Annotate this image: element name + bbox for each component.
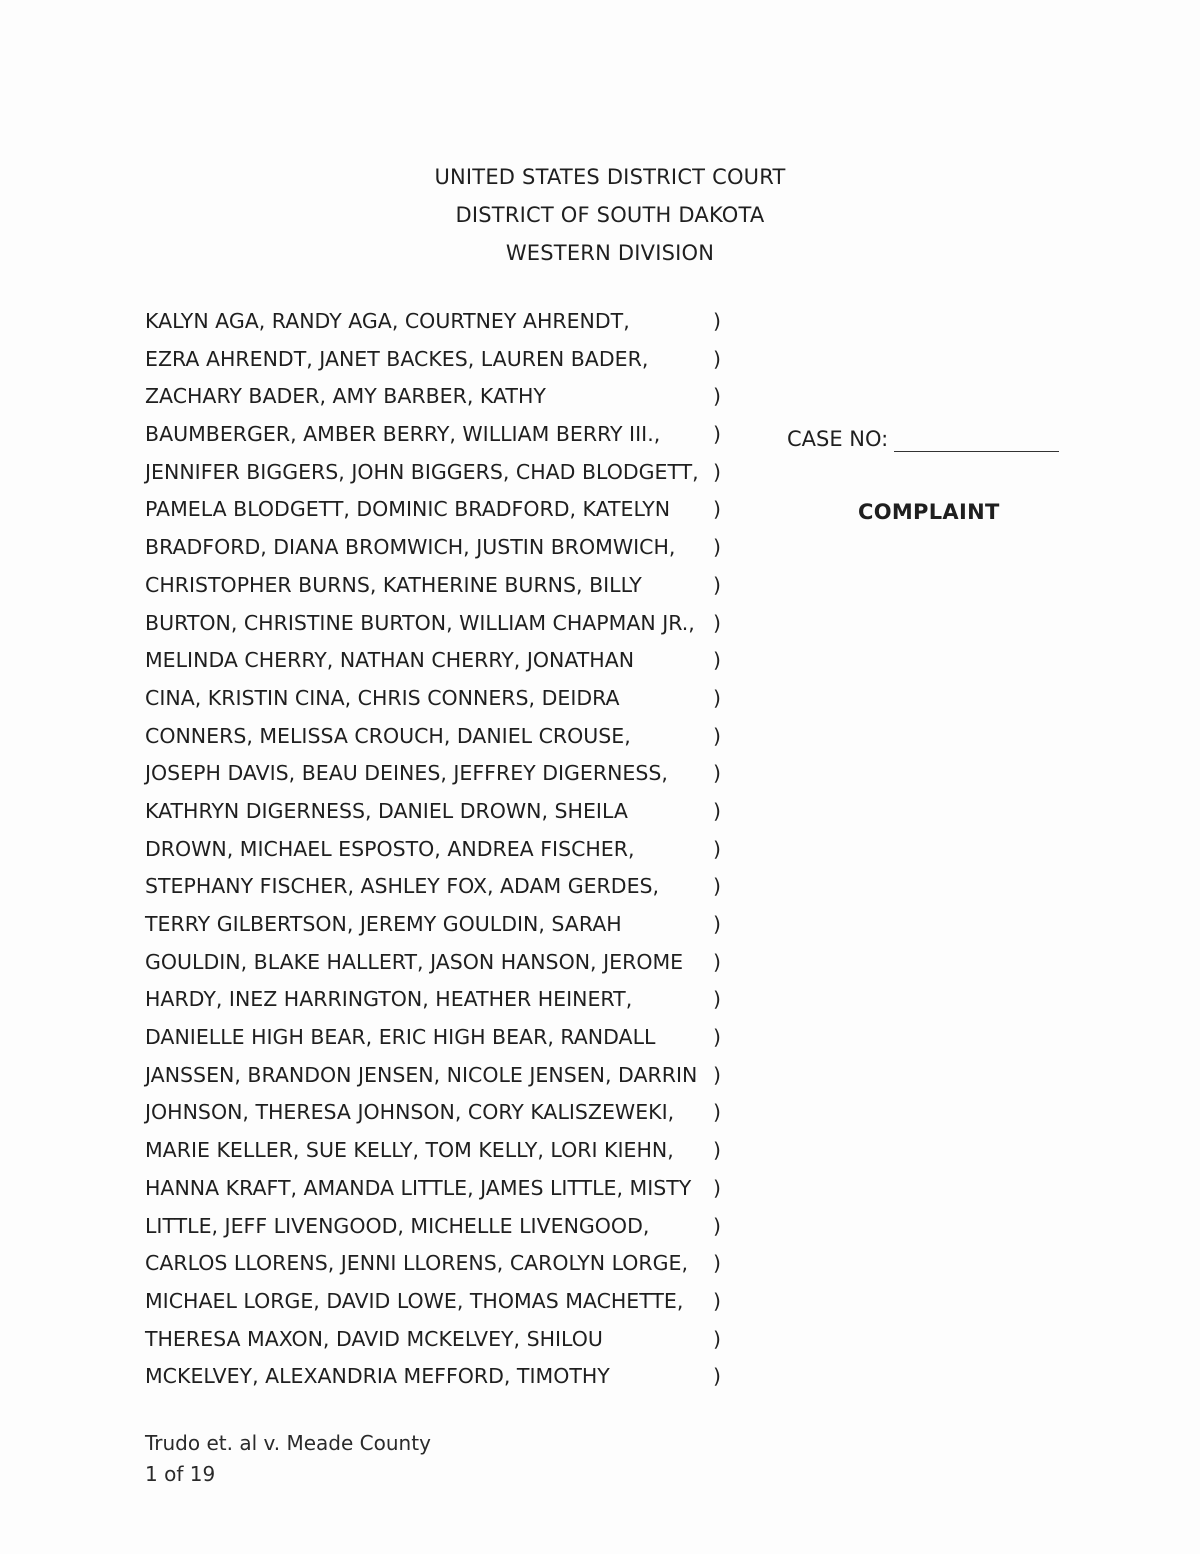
party-names-text: STEPHANY FISCHER, ASHLEY FOX, ADAM GERDES, <box>145 874 660 899</box>
caption-line <box>145 378 735 416</box>
caption-line <box>145 793 735 831</box>
caption-parenthesis: ) <box>713 1175 721 1200</box>
case-number <box>787 423 1059 455</box>
caption-parenthesis: ) <box>713 309 721 333</box>
caption-parenthesis: ) <box>713 723 721 748</box>
court-division: WESTERN DIVISION <box>505 241 715 265</box>
caption-line <box>145 1019 735 1057</box>
caption-parenthesis: ) <box>713 1062 721 1087</box>
party-names-text: TERRY GILBERTSON, JEREMY GOULDIN, SARAH <box>145 912 622 936</box>
party-names-text: CONNERS, MELISSA CROUCH, DANIEL CROUSE, <box>145 723 631 748</box>
party-names-text: CINA, KRISTIN CINA, CHRIS CONNERS, DEIDRA <box>145 685 620 710</box>
party-names-text: HANNA KRAFT, AMANDA LITTLE, JAMES LITTLE, MISTY <box>145 1175 692 1200</box>
party-names-text: CARLOS LLORENS, JENNI LLORENS, CAROLYN LORGE, <box>145 1251 689 1276</box>
footer-case-short-title: Trudo et. al v. Meade County <box>145 1431 431 1455</box>
party-names-text: MICHAEL LORGE, DAVID LOWE, THOMAS MACHETTE, <box>145 1288 684 1313</box>
caption-line <box>145 944 735 982</box>
caption-line <box>145 416 735 454</box>
caption-parenthesis: ) <box>713 1364 721 1389</box>
party-names-text: BRADFORD, DIANA BROMWICH, JUSTIN BROMWICH, <box>145 535 676 560</box>
party-names-text: MCKELVEY, ALEXANDRIA MEFFORD, TIMOTHY <box>145 1364 610 1389</box>
caption-line <box>145 831 735 869</box>
party-names-text: JOHNSON, THERESA JOHNSON, CORY KALISZEWEKI, <box>145 1100 675 1125</box>
caption-parenthesis: ) <box>713 648 721 673</box>
caption-parenthesis: ) <box>713 836 721 861</box>
caption-line <box>145 605 735 643</box>
caption-parenthesis: ) <box>713 459 721 484</box>
caption-parenthesis: ) <box>713 874 721 899</box>
party-names-text: KATHRYN DIGERNESS, DANIEL DROWN, SHEILA <box>145 798 628 823</box>
caption-parenthesis: ) <box>713 685 721 710</box>
caption-line <box>145 1321 735 1359</box>
party-names-text: PAMELA BLODGETT, DOMINIC BRADFORD, KATELYN <box>145 497 671 522</box>
caption-parenthesis: ) <box>713 798 721 823</box>
caption-line <box>145 491 735 529</box>
party-names-text: DROWN, MICHAEL ESPOSTO, ANDREA FISCHER, <box>145 836 635 861</box>
party-names-text: DANIELLE HIGH BEAR, ERIC HIGH BEAR, RANDALL <box>145 1025 656 1050</box>
court-name: UNITED STATES DISTRICT COURT <box>434 165 786 189</box>
caption-line <box>145 1358 735 1396</box>
caption-parenthesis: ) <box>713 1326 721 1351</box>
party-names-text: JANSSEN, BRANDON JENSEN, NICOLE JENSEN, DARRIN <box>145 1062 698 1087</box>
page-footer <box>145 1428 431 1490</box>
party-names-text: KALYN AGA, RANDY AGA, COURTNEY AHRENDT, <box>145 309 630 333</box>
court-district: DISTRICT OF SOUTH DAKOTA <box>455 203 765 227</box>
caption-line <box>145 755 735 793</box>
caption-parenthesis: ) <box>713 610 721 635</box>
document-title: COMPLAINT <box>858 500 1000 524</box>
caption-line <box>145 567 735 605</box>
caption-line <box>145 303 735 341</box>
case-caption-parties <box>145 303 735 1396</box>
caption-line <box>145 454 735 492</box>
caption-parenthesis: ) <box>713 1138 721 1163</box>
party-names-text: ZACHARY BADER, AMY BARBER, KATHY <box>145 384 546 409</box>
party-names-text: JOSEPH DAVIS, BEAU DEINES, JEFFREY DIGERNESS, <box>145 761 668 786</box>
caption-parenthesis: ) <box>713 1213 721 1238</box>
party-names-text: JENNIFER BIGGERS, JOHN BIGGERS, CHAD BLODGETT, <box>145 459 699 484</box>
caption-parenthesis: ) <box>713 761 721 786</box>
caption-parenthesis: ) <box>713 949 721 974</box>
caption-line <box>145 529 735 567</box>
caption-parenthesis: ) <box>713 912 721 936</box>
caption-parenthesis: ) <box>713 987 721 1012</box>
caption-line <box>145 1245 735 1283</box>
caption-parenthesis: ) <box>713 422 721 447</box>
court-header <box>380 158 840 272</box>
party-names-text: EZRA AHRENDT, JANET BACKES, LAUREN BADER, <box>145 346 649 371</box>
caption-parenthesis: ) <box>713 1100 721 1125</box>
case-number-label: CASE NO: <box>787 427 889 451</box>
caption-parenthesis: ) <box>713 384 721 409</box>
caption-line <box>145 981 735 1019</box>
party-names-text: THERESA MAXON, DAVID MCKELVEY, SHILOU <box>145 1326 603 1351</box>
caption-line <box>145 680 735 718</box>
caption-parenthesis: ) <box>713 1025 721 1050</box>
caption-parenthesis: ) <box>713 535 721 560</box>
party-names-text: GOULDIN, BLAKE HALLERT, JASON HANSON, JEROME <box>145 949 684 974</box>
party-names-text: BAUMBERGER, AMBER BERRY, WILLIAM BERRY III., <box>145 422 661 447</box>
party-names-text: BURTON, CHRISTINE BURTON, WILLIAM CHAPMAN JR., <box>145 610 695 635</box>
caption-line <box>145 642 735 680</box>
caption-parenthesis: ) <box>713 572 721 597</box>
party-names-text: HARDY, INEZ HARRINGTON, HEATHER HEINERT, <box>145 987 633 1012</box>
caption-parenthesis: ) <box>713 346 721 371</box>
caption-line <box>145 1170 735 1208</box>
party-names-text: LITTLE, JEFF LIVENGOOD, MICHELLE LIVENGOOD, <box>145 1213 650 1238</box>
caption-line <box>145 906 735 944</box>
party-names-text: CHRISTOPHER BURNS, KATHERINE BURNS, BILLY <box>145 572 642 597</box>
caption-parenthesis: ) <box>713 1251 721 1276</box>
footer-page-number: 1 of 19 <box>145 1462 216 1486</box>
caption-line <box>145 1057 735 1095</box>
caption-parenthesis: ) <box>713 497 721 522</box>
case-number-blank <box>894 429 1059 452</box>
caption-line <box>145 1132 735 1170</box>
caption-line <box>145 1208 735 1246</box>
caption-line <box>145 1283 735 1321</box>
caption-line <box>145 868 735 906</box>
party-names-text: MELINDA CHERRY, NATHAN CHERRY, JONATHAN <box>145 648 635 673</box>
caption-line <box>145 341 735 379</box>
caption-parenthesis: ) <box>713 1288 721 1313</box>
caption-line <box>145 718 735 756</box>
party-names-text: MARIE KELLER, SUE KELLY, TOM KELLY, LORI KIEHN, <box>145 1138 674 1163</box>
caption-line <box>145 1094 735 1132</box>
